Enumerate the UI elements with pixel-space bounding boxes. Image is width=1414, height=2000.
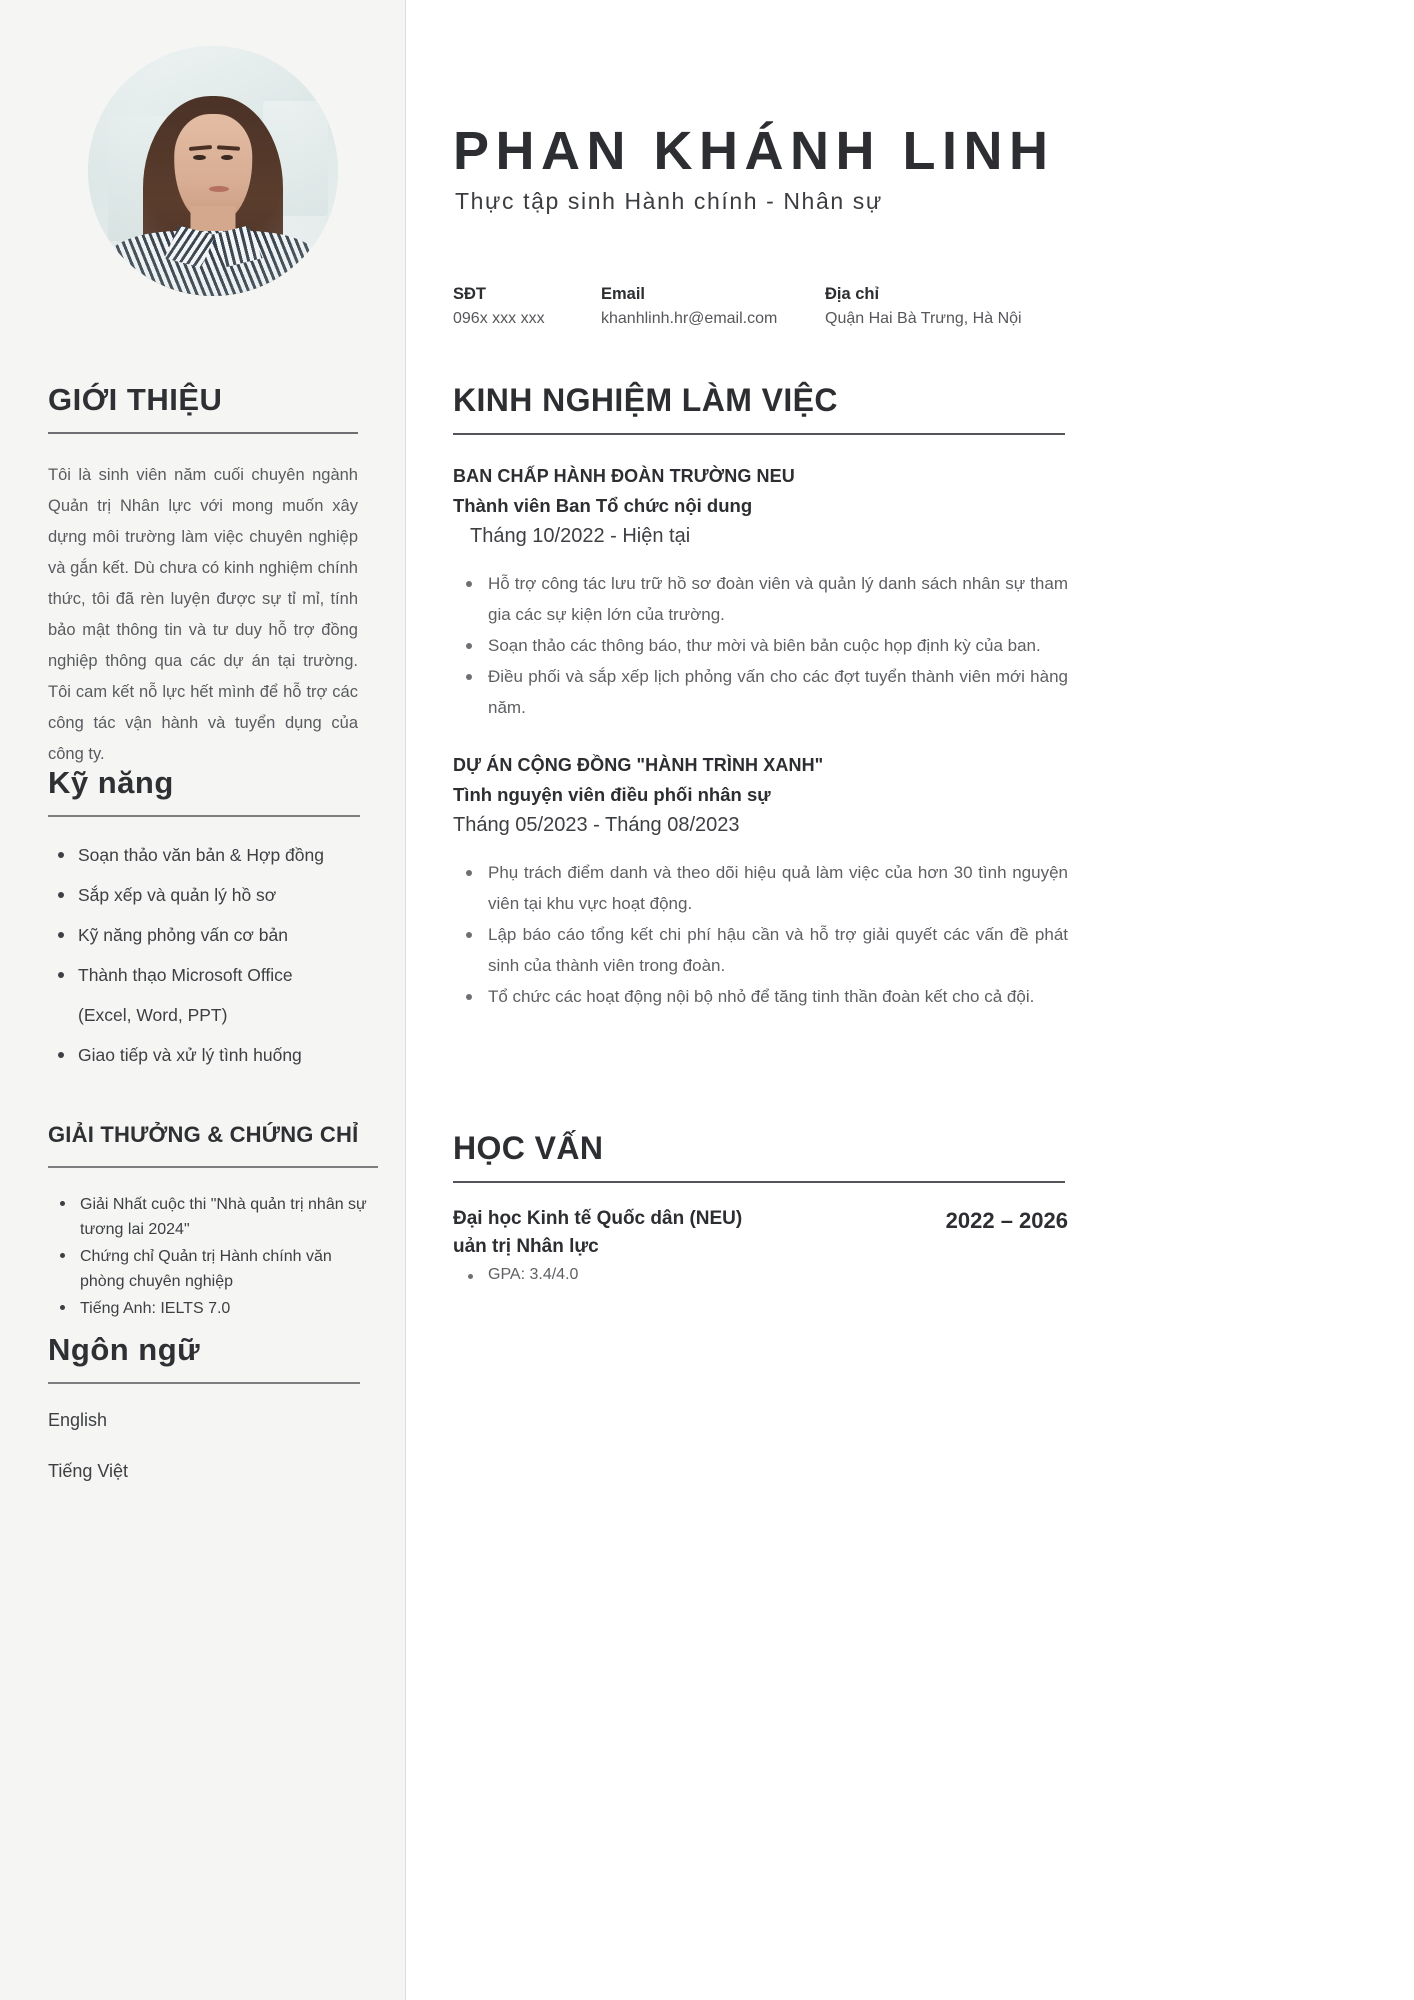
list-item: [48, 1043, 360, 1067]
experience-role: Tình nguyện viên điều phối nhân sự: [453, 784, 771, 805]
experience-entry: [453, 466, 1068, 723]
main-content: [406, 0, 1414, 2000]
education-divider: [453, 1181, 1065, 1183]
contact-phone: [453, 285, 601, 328]
intro-text: Tôi là sinh viên năm cuối chuyên ngành Quản trị Nhân lực với mong muốn xây dựng môi trường làm việc chuyên nghiệp và gắn kết. Dù chưa có kinh nghiệm chính thức, tôi đã rèn luyện được sự tỉ mỉ, tính bảo mật thông tin và tư duy hỗ trợ đồng nghiệp thông qua các dự án tại trường. Tôi cam kết nỗ lực hết mình để hỗ trợ các công tác vận hành và tuyển dụng của công ty.: [48, 466, 358, 763]
skills-list: [48, 843, 360, 1067]
section-awards: [48, 1122, 378, 1323]
intro-divider: [48, 432, 358, 434]
section-intro: [48, 382, 358, 770]
contact-email-label: Email: [601, 285, 646, 303]
list-item: [48, 923, 360, 947]
education-header-row: [453, 1208, 1068, 1258]
list-item: GPA: 3.4/4.0: [453, 1266, 1068, 1284]
experience-role: Thành viên Ban Tổ chức nội dung: [453, 495, 753, 516]
education-names: [453, 1208, 742, 1258]
list-item: [48, 883, 360, 907]
skill-label-continued: (Excel, Word, PPT): [78, 1004, 228, 1025]
contact-address-label: Địa chỉ: [825, 285, 880, 303]
experience-date: Tháng 10/2022 - Hiện tại: [470, 525, 691, 547]
experience-bullets: [453, 568, 1068, 723]
experience-bullets: [453, 857, 1068, 1012]
skill-label: Giao tiếp và xử lý tình huống: [78, 1044, 302, 1065]
education-title: HỌC VẤN: [453, 1130, 604, 1166]
list-item: Tổ chức các hoạt động nội bộ nhỏ để tăng tinh thần đoàn kết cho cả đội.: [453, 981, 1068, 1012]
list-item: Giải Nhất cuộc thi "Nhà quản trị nhân sự tương lai 2024": [48, 1192, 378, 1242]
contact-email: [601, 285, 825, 328]
contact-email-value[interactable]: khanhlinh.hr@email.com: [601, 310, 778, 327]
experience-entry: [453, 755, 1068, 1012]
skills-title: Kỹ năng: [48, 765, 174, 800]
contact-address: [825, 285, 1125, 328]
sidebar: [0, 0, 406, 2000]
section-skills: [48, 765, 360, 1083]
awards-list: [48, 1192, 378, 1321]
education-details: [453, 1266, 1068, 1284]
job-title: Thực tập sinh Hành chính - Nhân sự: [455, 188, 883, 214]
experience-title: KINH NGHIỆM LÀM VIỆC: [453, 382, 838, 418]
experience-date: Tháng 05/2023 - Tháng 08/2023: [453, 814, 740, 836]
list-item: Hỗ trợ công tác lưu trữ hồ sơ đoàn viên và quản lý danh sách nhân sự tham gia các sự kiện lớn của trường.: [453, 568, 1068, 630]
list-item: Phụ trách điểm danh và theo dõi hiệu quả làm việc của hơn 30 tình nguyện viên tại khu vực hoạt động.: [453, 857, 1068, 919]
section-languages: [48, 1332, 360, 1512]
avatar: [88, 46, 338, 296]
list-item: Lập báo cáo tổng kết chi phí hậu cần và hỗ trợ giải quyết các vấn đề phát sinh của thành viên trong đoàn.: [453, 919, 1068, 981]
list-item: [48, 843, 360, 867]
list-item: Tiếng Anh: IELTS 7.0: [48, 1296, 378, 1321]
list-item: Soạn thảo các thông báo, thư mời và biên bản cuộc họp định kỳ của ban.: [453, 630, 1068, 661]
contact-phone-label: SĐT: [453, 285, 486, 303]
education-major: uản trị Nhân lực: [453, 1236, 599, 1257]
contact-address-value: Quận Hai Bà Trưng, Hà Nội: [825, 310, 1022, 327]
experience-org: BAN CHẤP HÀNH ĐOÀN TRƯỜNG NEU: [453, 466, 795, 486]
list-item: Tiếng Việt: [48, 1460, 129, 1481]
awards-divider: [48, 1166, 378, 1168]
skill-label: Sắp xếp và quản lý hồ sơ: [78, 884, 277, 905]
experience-org: DỰ ÁN CỘNG ĐỒNG "HÀNH TRÌNH XANH": [453, 755, 824, 775]
languages-title: Ngôn ngữ: [48, 1332, 201, 1367]
education-school: Đại học Kinh tế Quốc dân (NEU): [453, 1208, 743, 1229]
profile-photo: [88, 46, 338, 296]
languages-divider: [48, 1382, 360, 1384]
contact-phone-value: 096x xxx xxx: [453, 310, 545, 327]
section-education: [453, 1130, 1065, 1183]
list-item: [48, 963, 360, 1027]
skill-label: Thành thạo Microsoft Office: [78, 964, 293, 985]
education-years: 2022 – 2026: [945, 1208, 1068, 1233]
page-title: PHAN KHÁNH LINH: [453, 121, 1055, 181]
list-item: Chứng chỉ Quản trị Hành chính văn phòng chuyên nghiệp: [48, 1244, 378, 1294]
education-entry: [453, 1208, 1068, 1284]
photo-vignette: [88, 46, 338, 296]
skill-label: Kỹ năng phỏng vấn cơ bản: [78, 924, 288, 945]
awards-title: GIẢI THƯỞNG & CHỨNG CHỈ: [48, 1122, 359, 1147]
experience-divider: [453, 433, 1065, 435]
contact-info: [453, 285, 1383, 328]
skill-label: Soạn thảo văn bản & Hợp đồng: [78, 844, 324, 865]
intro-title: GIỚI THIỆU: [48, 382, 223, 417]
list-item: English: [48, 1409, 108, 1430]
list-item: Điều phối và sắp xếp lịch phỏng vấn cho các đợt tuyển thành viên mới hàng năm.: [453, 661, 1068, 723]
skills-divider: [48, 815, 360, 817]
section-experience: [453, 382, 1065, 435]
